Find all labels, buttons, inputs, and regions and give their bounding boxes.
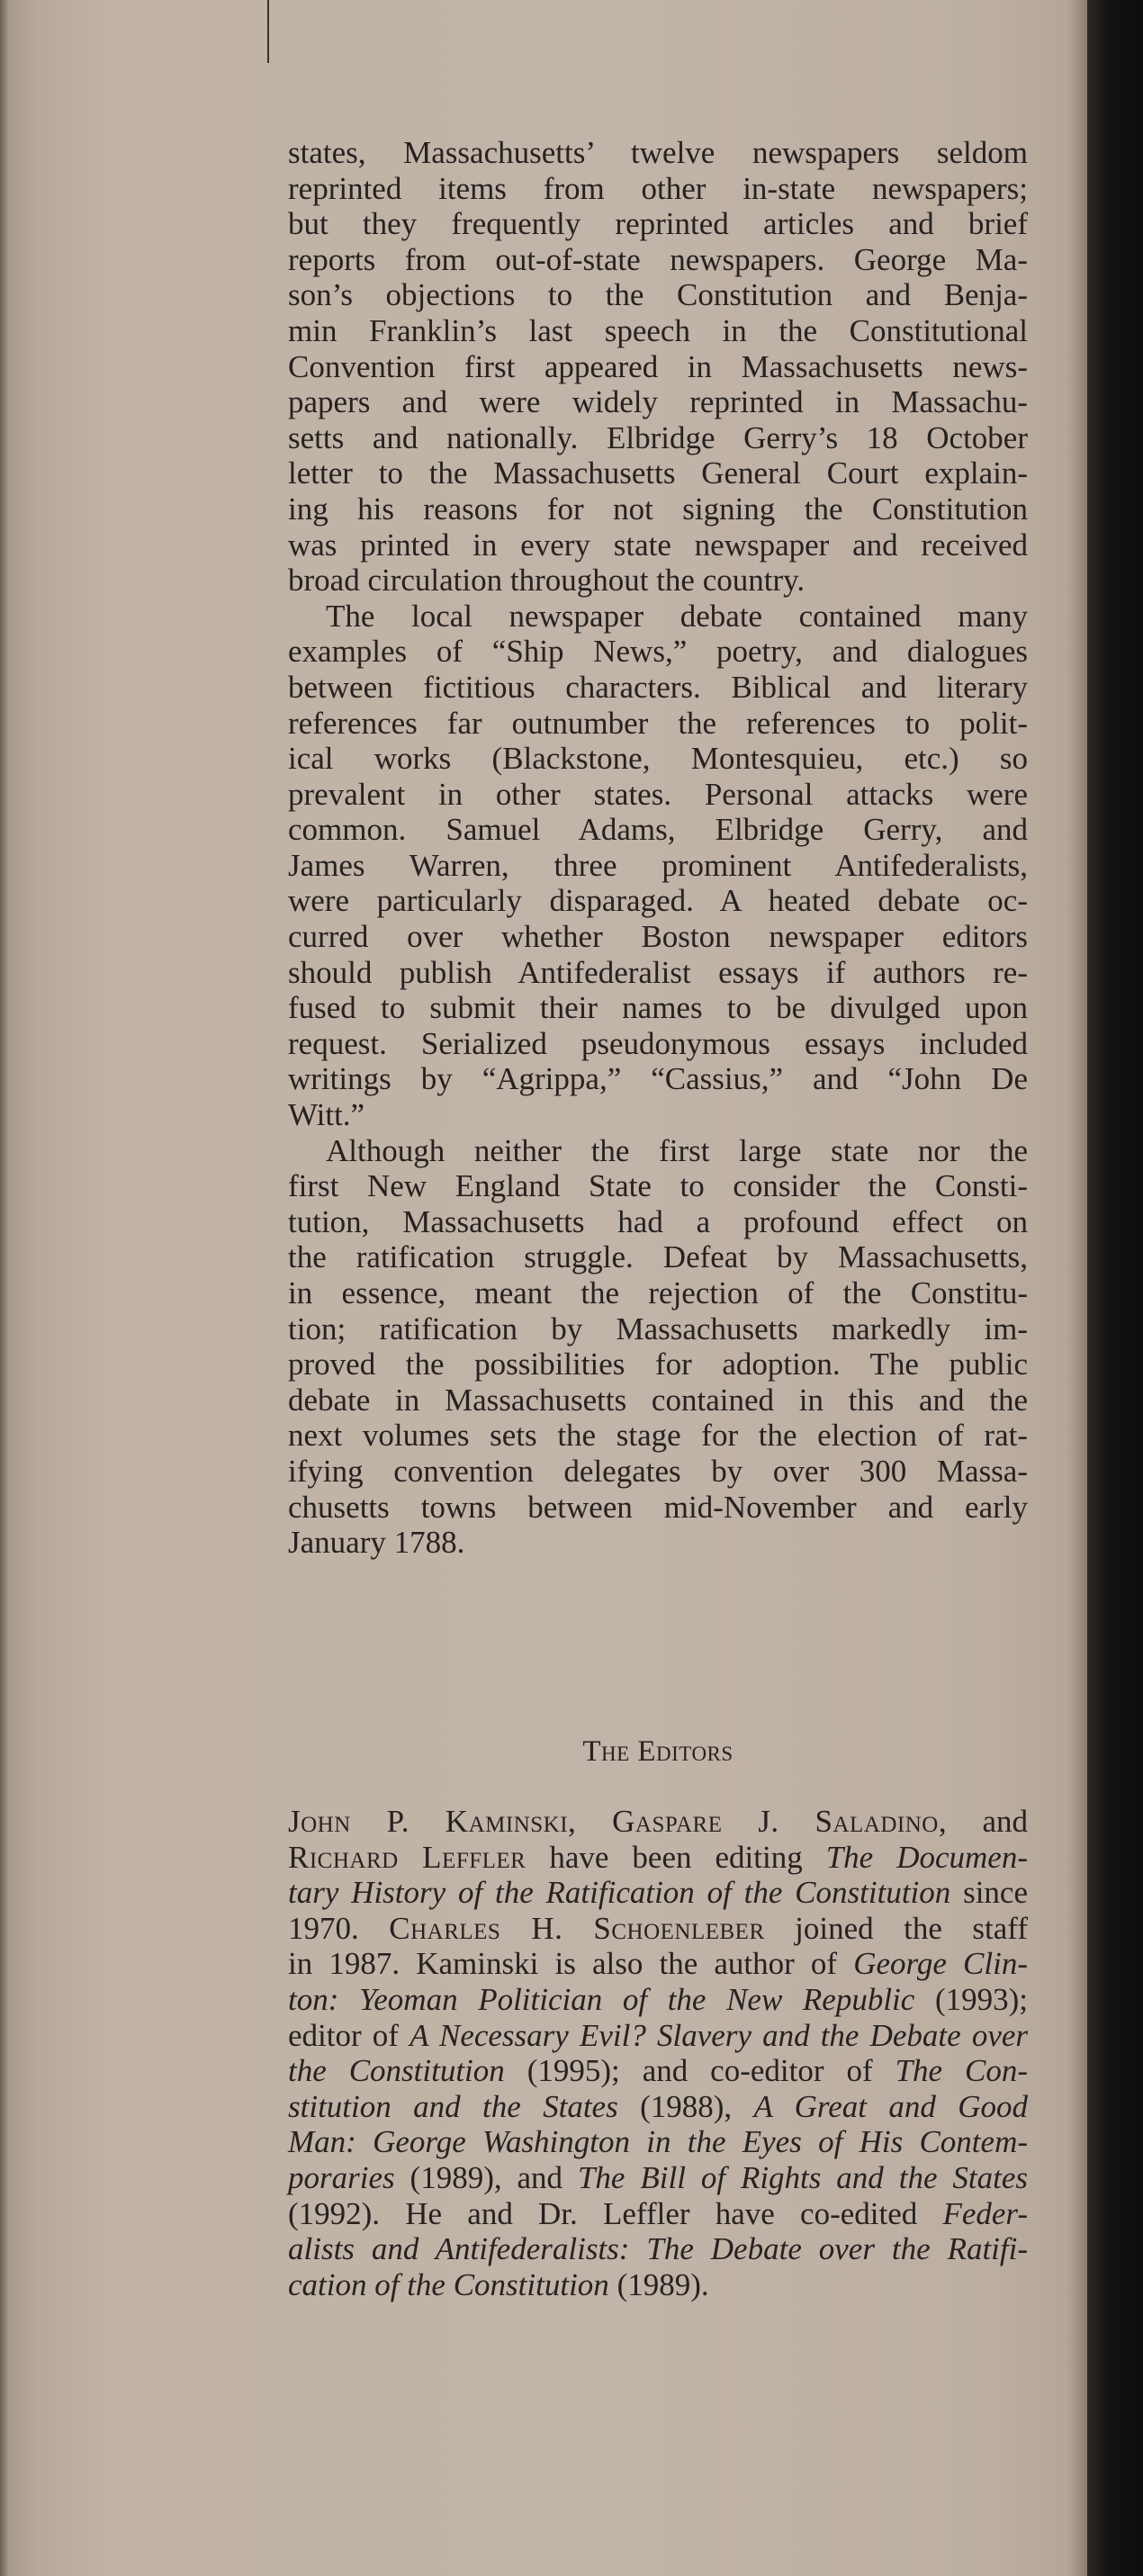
credit-line — [288, 2089, 1028, 2125]
text-line: broad circulation throughout the country. — [288, 563, 806, 599]
italic-title: George Clin- — [853, 1946, 1028, 1982]
text-line: references far outnumber the references to polit- — [288, 705, 1028, 741]
italic-title: the Constitution — [288, 2053, 505, 2089]
text-line: common. Samuel Adams, Elbridge Gerry, and — [288, 812, 1028, 848]
credit-text: have been editing — [526, 1839, 826, 1875]
italic-title: stitution and the States — [288, 2088, 618, 2124]
text-line: the ratification struggle. Defeat by Massachusetts, — [288, 1239, 1028, 1275]
text-line: was printed in every state newspaper and received — [288, 527, 1028, 563]
text-line: fused to submit their names to be divulged upon — [288, 990, 1028, 1026]
credit-line — [288, 1804, 1028, 1840]
italic-title: Man: George Washington in the Eyes of His Contem- — [288, 2124, 1028, 2160]
credit-text: (1995); and co-editor of — [504, 2053, 896, 2089]
credit-line — [288, 2196, 1028, 2232]
text-line: prevalent in other states. Personal attacks were — [288, 776, 1028, 812]
text-line: ifying convention delegates by over 300 Massa- — [288, 1453, 1028, 1489]
text-line: ing his reasons for not signing the Constitution — [288, 491, 1028, 527]
text-line: reports from out-of-state newspapers. George Ma- — [288, 241, 1028, 277]
page-mark — [267, 0, 269, 63]
text-line: tution, Massachusetts had a profound effect on — [288, 1203, 1028, 1239]
italic-title: cation of the Constitution — [288, 2266, 609, 2302]
credit-text: (1992). He and Dr. Leffler have co-edited — [288, 2195, 943, 2231]
credit-text: (1989), and — [394, 2159, 578, 2195]
credit-text: 1970. — [288, 1910, 390, 1946]
background-edge — [1087, 0, 1143, 2576]
credit-line — [288, 2018, 1028, 2054]
text-line: min Franklin’s last speech in the Constitutional — [288, 312, 1028, 348]
credit-text: in 1987. Kaminski is also the author of — [288, 1946, 854, 1982]
text-line: were particularly disparaged. A heated debate oc- — [288, 883, 1028, 919]
text-line: writings by “Agrippa,” “Cassius,” and “John De — [288, 1061, 1028, 1097]
text-line: letter to the Massachusetts General Court explain- — [288, 455, 1028, 491]
credit-text: and — [947, 1804, 1028, 1839]
editor-name: John P. Kaminski, Gaspare J. Saladino, — [288, 1804, 948, 1839]
italic-title: The Con- — [895, 2053, 1029, 2089]
italic-title: Feder- — [942, 2195, 1028, 2231]
italic-title: poraries — [288, 2159, 395, 2195]
text-line: proved the possibilities for adoption. The public — [288, 1347, 1028, 1383]
text-line: ical works (Blackstone, Montesquieu, etc.) so — [288, 741, 1028, 777]
text-line: chusetts towns between mid-November and early — [288, 1489, 1028, 1525]
italic-title: The Bill of Rights and the States — [577, 2159, 1028, 2195]
text-line: son’s objections to the Constitution and Benja- — [288, 277, 1028, 313]
text-line: should publish Antifederalist essays if authors re- — [288, 954, 1028, 990]
italic-title: ton: Yeoman Politician of the New Republic — [288, 1981, 915, 2017]
editor-name: Richard Leffler — [288, 1839, 526, 1875]
credit-line — [288, 2124, 1028, 2160]
credit-line — [288, 1840, 1028, 1876]
text-line: papers and were widely reprinted in Massachu- — [288, 384, 1028, 420]
text-line: request. Serialized pseudonymous essays included — [288, 1025, 1028, 1061]
text-line: Witt.” — [288, 1097, 365, 1133]
text-line: between fictitious characters. Biblical and literary — [288, 669, 1028, 705]
text-line: Although neither the first large state nor the — [326, 1132, 1028, 1168]
italic-title: tary History of the Ratification of the Constitution — [288, 1875, 951, 1911]
credit-line — [288, 1911, 1028, 1947]
text-line: setts and nationally. Elbridge Gerry’s 18 October — [288, 419, 1028, 455]
page-edge — [1066, 0, 1087, 2576]
text-line: reprinted items from other in-state newspapers; — [288, 170, 1028, 206]
credit-text: since — [950, 1875, 1028, 1911]
credit-line — [288, 1875, 1028, 1911]
credit-text: (1988), — [617, 2088, 754, 2124]
credit-line — [288, 1982, 1028, 2018]
text-line: tion; ratification by Massachusetts markedly im- — [288, 1311, 1028, 1347]
text-line: James Warren, three prominent Antifederalists, — [288, 847, 1028, 883]
spine-shadow — [0, 0, 9, 2576]
text-line: curred over whether Boston newspaper editors — [288, 919, 1028, 955]
text-line: debate in Massachusetts contained in this and the — [288, 1382, 1028, 1418]
credit-line — [288, 2267, 1028, 2303]
italic-title: A Necessary Evil? Slavery and the Debate over — [410, 2017, 1029, 2053]
text-line: January 1788. — [288, 1525, 465, 1561]
credit-line — [288, 2231, 1028, 2267]
text-line: The local newspaper debate contained many — [326, 598, 1028, 634]
credit-line — [288, 2160, 1028, 2196]
text-line: first New England State to consider the Consti- — [288, 1168, 1028, 1204]
credit-text: (1993); — [914, 1981, 1028, 2017]
credit-text: (1989). — [608, 2266, 709, 2302]
italic-title: A Great and Good — [753, 2088, 1028, 2124]
section-heading: The Editors — [582, 1735, 734, 1768]
credit-line — [288, 2053, 1028, 2089]
italic-title: The Documen- — [825, 1839, 1028, 1875]
body-text — [288, 135, 1028, 1561]
text-line: states, Massachusetts’ twelve newspapers seldom — [288, 135, 1028, 170]
credit-text: joined the staff — [764, 1910, 1028, 1946]
italic-title: alists and Antifederalists: The Debate over the Ratifi- — [288, 2231, 1028, 2267]
credit-line — [288, 1946, 1028, 1982]
text-line: Convention first appeared in Massachusetts news- — [288, 348, 1028, 384]
text-line: examples of “Ship News,” poetry, and dialogues — [288, 634, 1028, 670]
credit-text: editor of — [288, 2017, 410, 2053]
text-line: next volumes sets the stage for the election of rat- — [288, 1418, 1028, 1454]
text-line: in essence, meant the rejection of the Constitu- — [288, 1275, 1028, 1311]
editor-name: Charles H. Schoenleber — [389, 1910, 765, 1946]
text-line: but they frequently reprinted articles and brief — [288, 206, 1028, 242]
editors-paragraph — [288, 1804, 1028, 2302]
